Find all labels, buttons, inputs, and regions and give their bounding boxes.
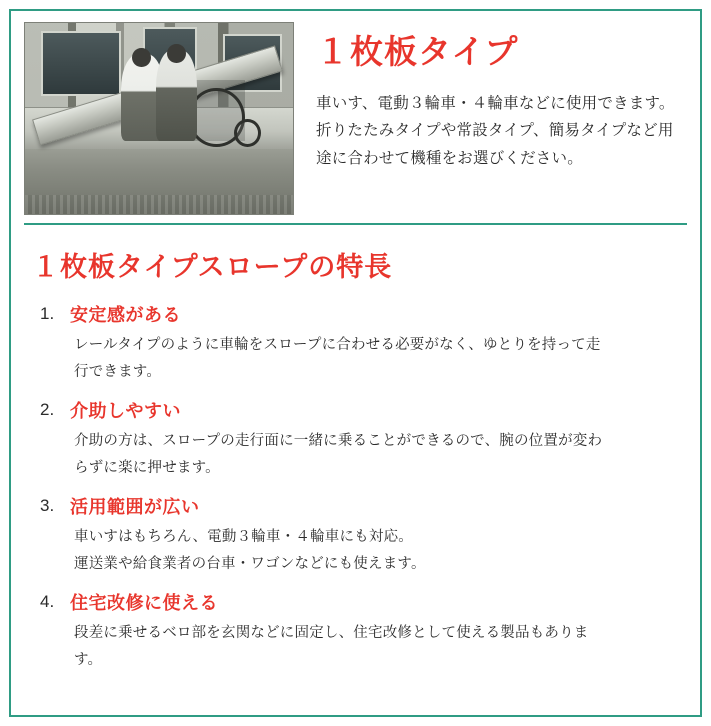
intro-paragraph bbox=[316, 90, 687, 171]
features-section bbox=[24, 225, 687, 674]
feature-body-line: 介助の方は、スロープの走行面に一緒に乗ることができるので、腕の位置が変わ bbox=[74, 433, 603, 450]
feature-list bbox=[30, 304, 683, 674]
feature-body-line: 段差に乗せるベロ部を玄関などに固定し、住宅改修として使える製品もありま bbox=[74, 625, 589, 642]
feature-body-line: す。 bbox=[74, 652, 103, 669]
feature-body-line: レールタイプのように車輪をスロープに合わせる必要がなく、ゆとりを持って走 bbox=[74, 337, 601, 354]
page-content bbox=[12, 12, 699, 674]
feature-body bbox=[70, 428, 683, 482]
feature-body-line: 運送業や給食業者の台車・ワゴンなどにも使えます。 bbox=[74, 556, 426, 573]
photo-person-user bbox=[156, 50, 196, 142]
feature-body-line: 行できます。 bbox=[74, 364, 162, 381]
photo-person-head bbox=[132, 48, 151, 67]
feature-heading: 介助しやすい bbox=[70, 401, 181, 422]
feature-body bbox=[70, 524, 683, 578]
intro-paragraph-line: 折りたたみタイプや常設タイプ、簡易タイプなど用 bbox=[316, 122, 674, 140]
intro-section bbox=[24, 22, 687, 225]
photo-person-head bbox=[167, 44, 186, 63]
feature-body-line: 車いすはもちろん、電動３輪車・４輪車にも対応。 bbox=[74, 529, 413, 546]
intro-paragraph-line: 車いす、電動３輪車・４輪車などに使用できます。 bbox=[316, 95, 675, 113]
page-title: １枚板タイプ bbox=[316, 33, 519, 70]
feature-body-line: らずに楽に押せます。 bbox=[74, 460, 220, 477]
feature-heading: 安定感がある bbox=[70, 305, 181, 325]
list-item bbox=[40, 496, 683, 578]
list-item bbox=[40, 304, 683, 386]
photo-window bbox=[41, 31, 121, 96]
feature-body bbox=[70, 332, 683, 386]
intro-text bbox=[294, 22, 687, 172]
features-title: １枚板タイプスロープの特長 bbox=[32, 252, 393, 282]
slope-photo bbox=[24, 22, 294, 215]
feature-heading: 住宅改修に使える bbox=[70, 593, 218, 614]
photo-ground bbox=[25, 149, 293, 214]
intro-paragraph-line: 途に合わせて機種をお選びください。 bbox=[316, 149, 583, 167]
list-item bbox=[40, 400, 683, 482]
feature-body bbox=[70, 620, 683, 674]
list-item bbox=[40, 592, 683, 674]
feature-heading: 活用範囲が広い bbox=[70, 497, 200, 518]
